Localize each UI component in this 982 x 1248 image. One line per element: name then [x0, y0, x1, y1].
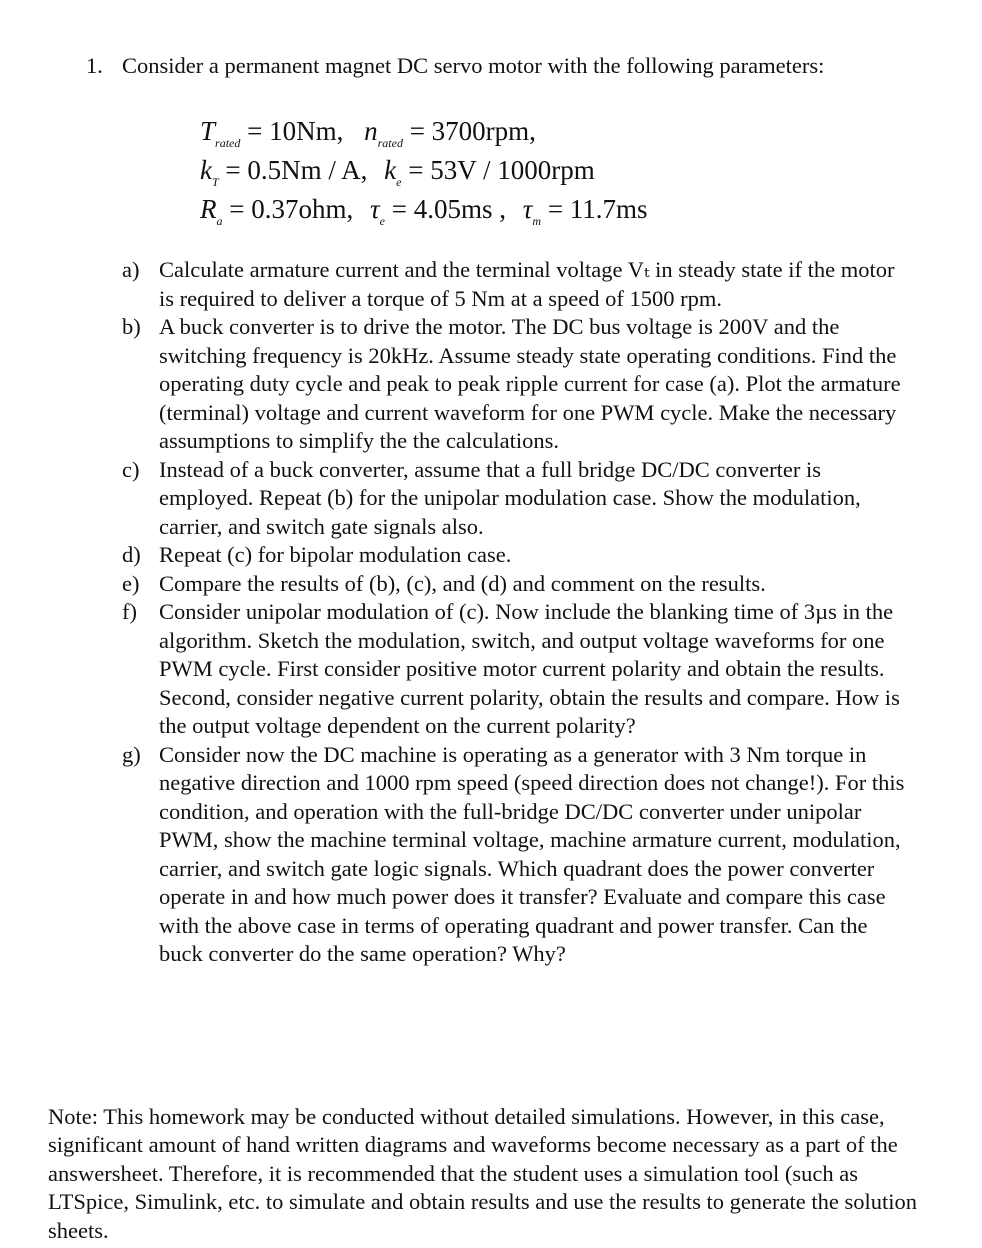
- rated-speed-symbol: n: [364, 116, 378, 146]
- rated-speed-value: = 3700rpm,: [409, 116, 536, 146]
- part-letter: a): [122, 257, 140, 282]
- parameter-line-3: [200, 190, 648, 229]
- question-parts: [122, 256, 912, 969]
- part-text: Repeat (c) for bipolar modulation case.: [159, 542, 512, 567]
- parameter-line-1: [200, 112, 648, 151]
- homework-note: Note: This homework may be conducted without detailed simulations. However, in this case, significant amount of hand written diagrams and waveforms become necessary as a part of the answersheet. Therefore, it is recommended that the student uses a simulation tool (such as LTSpice, Simulink, etc. to simulate and obtain results and use the results to generate the solution sheets.: [48, 1103, 918, 1243]
- part-text: A buck converter is to drive the motor. The DC bus voltage is 200V and the switching frequency is 20kHz. Assume steady state operating conditions. Find the operating duty cycle and peak to peak ripple current for case (a). Plot the armature (terminal) voltage and current waveform for one PWM cycle. Make the necessary assumptions to simplify the the calculations.: [159, 314, 901, 453]
- part-letter: c): [122, 456, 140, 482]
- torque-constant-value: = 0.5Nm / A,: [225, 155, 368, 185]
- mechanical-time-constant-value: = 11.7ms: [547, 194, 648, 224]
- torque-constant-symbol: k: [200, 155, 212, 185]
- electrical-time-constant-symbol: τ: [369, 194, 380, 224]
- parameter-line-2: [200, 151, 648, 190]
- part-letter: f): [122, 599, 137, 624]
- electrical-time-constant-subscript: e: [379, 214, 385, 228]
- question-part-c: [122, 456, 912, 542]
- part-text: Consider now the DC machine is operating as a generator with 3 Nm torque in negative direction and 1000 rpm speed (speed direction does not change!). For this condition, and operation with the full-bridge DC/DC converter under unipolar PWM, show the machine terminal voltage, machine armature current, modulation, carrier, and switch gate logic signals. Which quadrant does the power converter operate in and how much power does it transfer? Evaluate and compare this case with the above case in terms of operating quadrant and power transfer. Can the buck converter do the same operation? Why?: [159, 741, 905, 966]
- rated-torque-symbol: T: [200, 116, 216, 146]
- part-text: Consider unipolar modulation of (c). Now include the blanking time of 3µs in the algorithm. Sketch the modulation, switch, and output voltage waveforms for one PWM cycle. First consider positive motor current polarity and obtain the results. Second, consider negative current polarity, obtain the results and compare. How is the output voltage dependent on the current polarity?: [159, 599, 900, 738]
- question-part-f: [122, 598, 912, 741]
- armature-resistance-value: = 0.37ohm,: [229, 194, 354, 224]
- question-part-e: [122, 570, 912, 599]
- motor-parameters: [200, 112, 648, 229]
- problem-number: 1.: [86, 53, 103, 78]
- question-part-b: [122, 313, 912, 456]
- emf-constant-subscript: e: [396, 175, 402, 189]
- electrical-time-constant-value: = 4.05ms ,: [391, 194, 506, 224]
- rated-speed-subscript: rated: [377, 136, 403, 150]
- part-text: Calculate armature current and the terminal voltage Vₜ in steady state if the motor is required to deliver a torque of 5 Nm at a speed of 1500 rpm.: [159, 257, 895, 311]
- part-letter: g): [122, 741, 141, 767]
- armature-resistance-subscript: a: [216, 214, 223, 228]
- mechanical-time-constant-symbol: τ: [522, 194, 533, 224]
- part-text: Compare the results of (b), (c), and (d) and comment on the results.: [159, 570, 766, 596]
- mechanical-time-constant-subscript: m: [532, 214, 542, 228]
- emf-constant-symbol: k: [384, 155, 397, 185]
- armature-resistance-symbol: R: [200, 194, 217, 224]
- rated-torque-subscript: rated: [215, 136, 241, 150]
- part-letter: b): [122, 314, 141, 339]
- torque-constant-subscript: T: [211, 175, 219, 189]
- part-text: Instead of a buck converter, assume that a full bridge DC/DC converter is employed. Repeat (b) for the unipolar modulation case. Show the modulation, carrier, and switch gate signals also.: [159, 456, 861, 539]
- part-letter: e): [122, 570, 140, 596]
- question-part-g: [122, 741, 912, 969]
- part-letter: d): [122, 542, 141, 567]
- problem-heading: [86, 52, 824, 80]
- question-part-a: [122, 256, 912, 313]
- rated-torque-value: = 10Nm,: [247, 116, 344, 146]
- emf-constant-value: = 53V / 1000rpm: [408, 155, 595, 185]
- problem-intro: Consider a permanent magnet DC servo motor with the following parameters:: [122, 53, 825, 78]
- question-part-d: [122, 541, 912, 570]
